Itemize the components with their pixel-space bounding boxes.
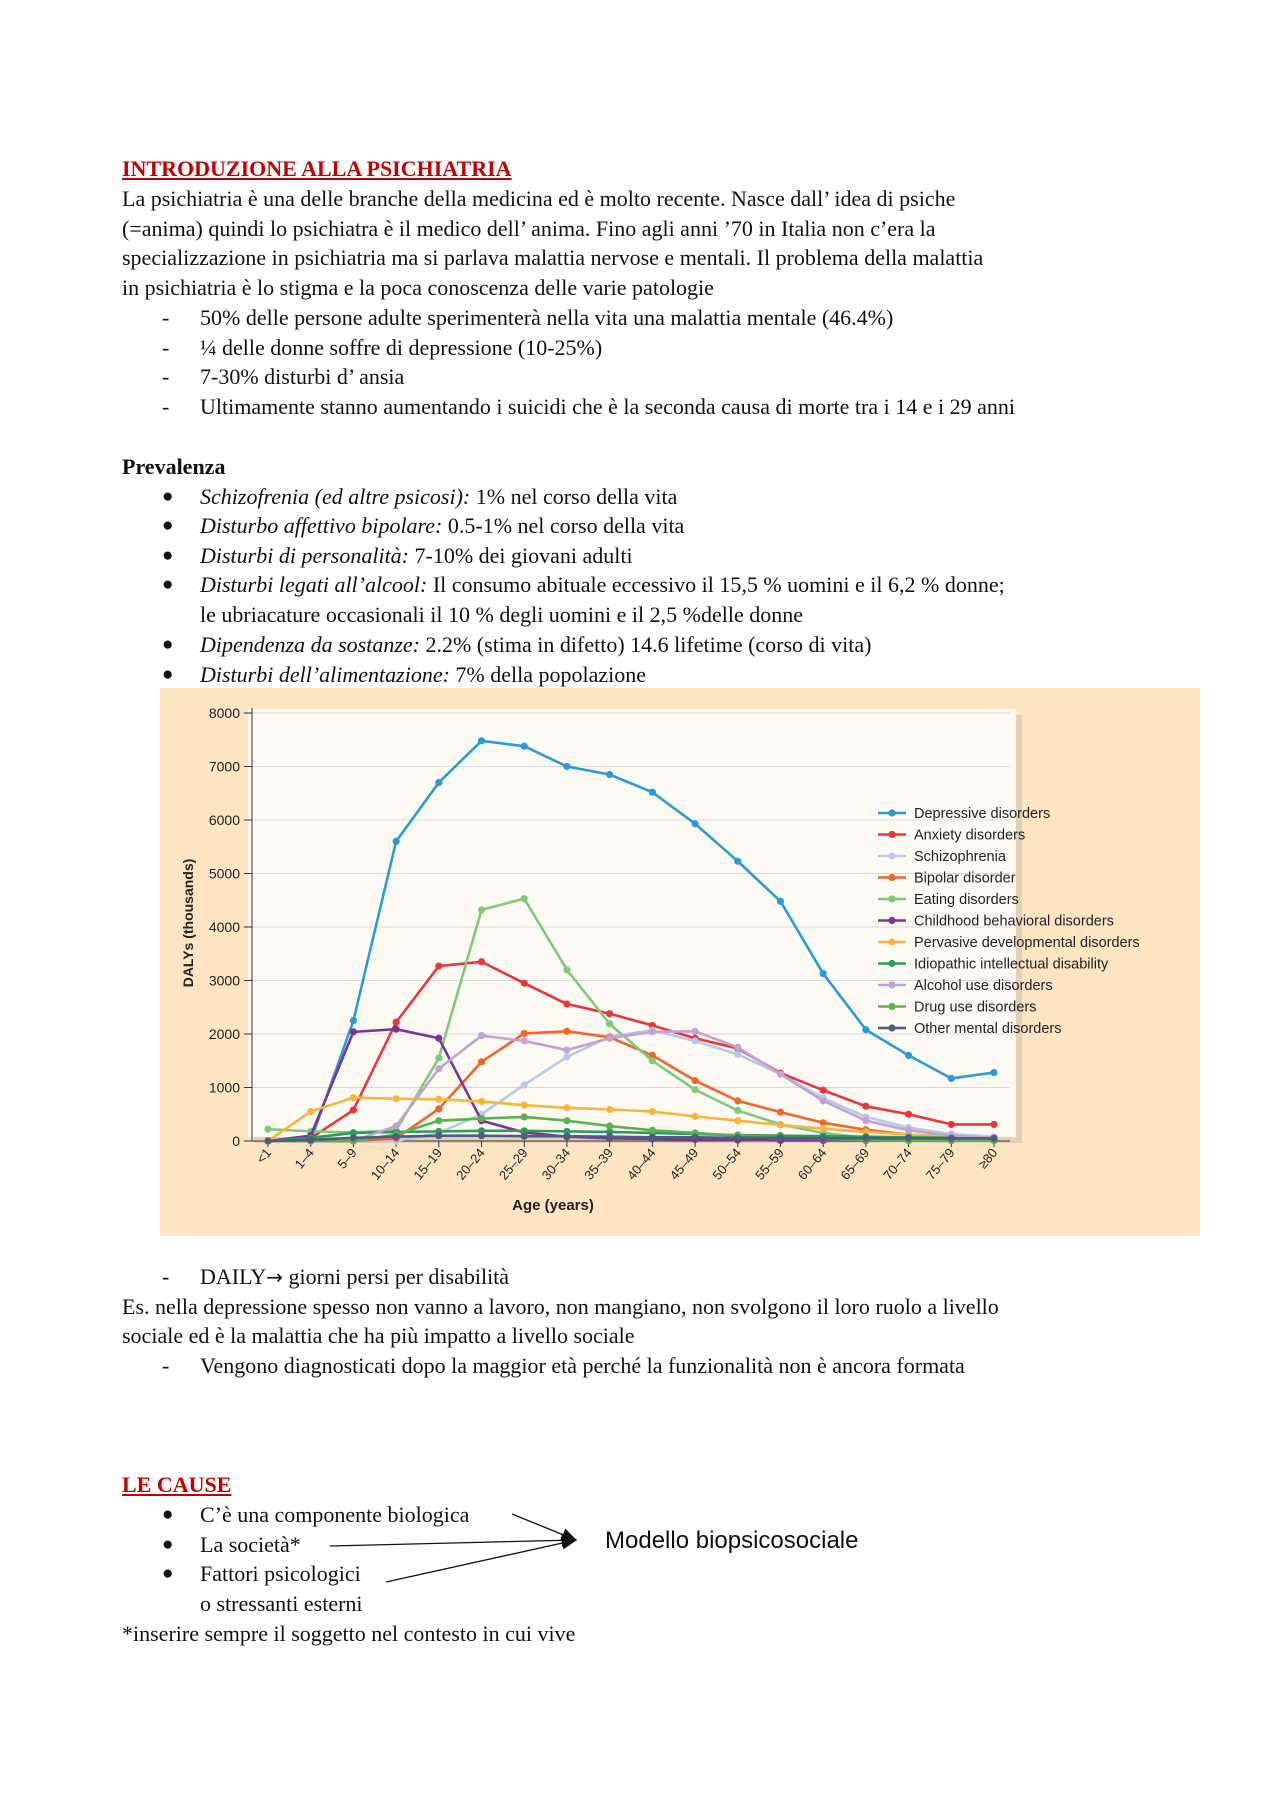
data-point bbox=[606, 771, 613, 778]
legend-swatch-dot bbox=[888, 831, 895, 838]
legend-label: Pervasive developmental disorders bbox=[914, 935, 1140, 951]
data-point bbox=[478, 737, 485, 744]
data-point bbox=[862, 1026, 869, 1033]
data-point bbox=[649, 1057, 656, 1064]
y-tick-label: 1000 bbox=[208, 1079, 240, 1096]
prevalence-item: Schizofrenia (ed altre psicosi): 1% nel corso della vita bbox=[200, 484, 678, 509]
data-point bbox=[649, 1108, 656, 1115]
x-tick-label: 65–69 bbox=[837, 1145, 873, 1183]
legend-swatch-dot bbox=[888, 1003, 895, 1010]
causes-title: LE CAUSE bbox=[122, 1472, 232, 1497]
cause-psychological-continuation: o stressanti esterni bbox=[200, 1591, 363, 1616]
data-point bbox=[649, 1134, 656, 1141]
data-point bbox=[606, 1106, 613, 1113]
x-tick-label: 50–54 bbox=[709, 1145, 745, 1183]
bullet-marker: ● bbox=[162, 574, 174, 595]
legend-swatch-dot bbox=[888, 917, 895, 924]
data-point bbox=[435, 1035, 442, 1042]
data-point bbox=[777, 1134, 784, 1141]
x-tick-label: 10–14 bbox=[367, 1145, 403, 1183]
bullet-marker: ● bbox=[162, 634, 174, 655]
data-point bbox=[905, 1127, 912, 1134]
data-point bbox=[478, 1132, 485, 1139]
data-point bbox=[734, 1107, 741, 1114]
data-point bbox=[478, 958, 485, 965]
intro-title: INTRODUZIONE ALLA PSICHIATRIA bbox=[122, 156, 512, 181]
dash-marker: - bbox=[162, 1353, 170, 1378]
x-tick-label: 35–39 bbox=[581, 1145, 616, 1183]
data-point bbox=[393, 1095, 400, 1102]
x-tick-label: 25–29 bbox=[495, 1145, 531, 1183]
cause-society: La società* bbox=[200, 1532, 301, 1557]
data-point bbox=[478, 1098, 485, 1105]
legend-label: Childhood behavioral disorders bbox=[914, 913, 1114, 930]
data-point bbox=[350, 1028, 357, 1035]
data-point bbox=[820, 1097, 827, 1104]
y-tick-label: 2000 bbox=[208, 1026, 240, 1042]
data-point bbox=[563, 1000, 570, 1007]
daly-line-1: Es. nella depressione spesso non vanno a lavoro, non mangiano, non svolgono il loro ruolo a livello bbox=[122, 1294, 999, 1319]
intro-line-1: La psichiatria è una delle branche della medicina ed è molto recente. Nasce dall’ idea di psiche bbox=[122, 186, 956, 211]
data-point bbox=[606, 1122, 613, 1129]
plot-area bbox=[248, 709, 1016, 1137]
data-point bbox=[563, 1133, 570, 1140]
data-point bbox=[649, 1127, 656, 1134]
legend-label: Eating disorders bbox=[914, 892, 1019, 908]
legend-label: Other mental disorders bbox=[914, 1021, 1062, 1037]
y-tick-label: 6000 bbox=[208, 812, 240, 828]
data-point bbox=[435, 962, 442, 969]
data-point bbox=[521, 895, 528, 902]
data-point bbox=[905, 1111, 912, 1118]
data-point bbox=[264, 1137, 271, 1144]
data-point bbox=[691, 1086, 698, 1093]
data-point bbox=[606, 1010, 613, 1017]
legend-swatch-dot bbox=[888, 895, 895, 902]
data-point bbox=[435, 779, 442, 786]
data-point bbox=[350, 1094, 357, 1101]
data-point bbox=[649, 789, 656, 796]
data-point bbox=[777, 1109, 784, 1116]
prevalence-item: Disturbi di personalità: 7-10% dei giovani adulti bbox=[200, 543, 633, 568]
data-point bbox=[948, 1075, 955, 1082]
data-point bbox=[521, 1133, 528, 1140]
legend-label: Drug use disorders bbox=[914, 999, 1037, 1016]
arrow-biological bbox=[512, 1514, 576, 1540]
prevalence-item: Disturbi legati all’alcool: Il consumo abituale eccessivo il 15,5 % uomini e il 6,2 % donne; bbox=[200, 572, 1005, 597]
data-point bbox=[307, 1108, 314, 1115]
data-point bbox=[521, 1030, 528, 1037]
data-point bbox=[649, 1028, 656, 1035]
arrow-psychological bbox=[386, 1540, 576, 1582]
data-point bbox=[820, 1135, 827, 1142]
prevalence-item: Disturbo affettivo bipolare: 0.5-1% nel corso della vita bbox=[200, 513, 685, 538]
model-label: Modello biopsicosociale bbox=[605, 1527, 859, 1554]
legend-swatch-dot bbox=[888, 981, 895, 988]
data-point bbox=[734, 1134, 741, 1141]
dash-marker: - bbox=[162, 305, 170, 330]
data-point bbox=[734, 1051, 741, 1058]
data-point bbox=[393, 1026, 400, 1033]
legend-label: Bipolar disorder bbox=[914, 870, 1016, 887]
data-point bbox=[777, 898, 784, 905]
data-point bbox=[435, 1132, 442, 1139]
data-point bbox=[350, 1017, 357, 1024]
x-tick-label: 30–34 bbox=[538, 1145, 574, 1183]
intro-dash-3: 7-30% disturbi d’ ansia bbox=[200, 364, 405, 389]
bullet-marker: ● bbox=[162, 1563, 174, 1584]
data-point bbox=[264, 1126, 271, 1133]
intro-line-4: in psichiatria è lo stigma e la poca conoscenza delle varie patologie bbox=[122, 275, 714, 300]
x-tick-label: 20–24 bbox=[453, 1145, 488, 1183]
data-point bbox=[905, 1052, 912, 1059]
data-point bbox=[478, 1058, 485, 1065]
data-point bbox=[307, 1136, 314, 1143]
data-point bbox=[691, 1037, 698, 1044]
data-point bbox=[862, 1117, 869, 1124]
data-point bbox=[777, 1121, 784, 1128]
data-point bbox=[478, 906, 485, 913]
data-point bbox=[691, 1028, 698, 1035]
bullet-marker: ● bbox=[162, 1504, 174, 1525]
legend-swatch-dot bbox=[888, 1024, 895, 1031]
y-tick-label: 3000 bbox=[208, 972, 240, 989]
legend-entry bbox=[878, 935, 1140, 951]
legend-swatch-dot bbox=[888, 874, 895, 881]
legend-swatch-dot bbox=[888, 809, 895, 816]
bullet-marker: ● bbox=[162, 515, 174, 536]
x-tick-label: 70–74 bbox=[880, 1145, 915, 1183]
data-point bbox=[393, 838, 400, 845]
data-point bbox=[435, 1105, 442, 1112]
x-tick-label: 60–64 bbox=[794, 1145, 830, 1183]
data-point bbox=[563, 1046, 570, 1053]
data-point bbox=[820, 1125, 827, 1132]
x-tick-label: 15–19 bbox=[410, 1145, 446, 1183]
bullet-marker: ● bbox=[162, 664, 174, 685]
data-point bbox=[606, 1020, 613, 1027]
data-point bbox=[606, 1035, 613, 1042]
data-point bbox=[862, 1135, 869, 1142]
bullet-marker: ● bbox=[162, 486, 174, 507]
dash-marker: - bbox=[162, 1264, 170, 1289]
daly-definition: DAILY→ giorni persi per disabilità bbox=[200, 1264, 510, 1289]
data-point bbox=[563, 1028, 570, 1035]
data-point bbox=[691, 820, 698, 827]
data-point bbox=[948, 1135, 955, 1142]
data-point bbox=[734, 1097, 741, 1104]
legend-entry bbox=[878, 914, 1114, 930]
prevalence-item: Disturbi dell’alimentazione: 7% della popolazione bbox=[200, 662, 647, 687]
dash-marker: - bbox=[162, 394, 170, 419]
data-point bbox=[691, 1113, 698, 1120]
data-point bbox=[905, 1135, 912, 1142]
data-point bbox=[435, 1065, 442, 1072]
x-tick-label: ≥80 bbox=[974, 1145, 1001, 1172]
y-axis-label: DALYs (thousands) bbox=[180, 858, 196, 988]
data-point bbox=[521, 1102, 528, 1109]
cause-biological: C’è una componente biologica bbox=[200, 1502, 470, 1527]
intro-dash-2: ¼ delle donne soffre di depressione (10-25%) bbox=[200, 335, 603, 360]
data-point bbox=[393, 1133, 400, 1140]
cause-psychological: Fattori psicologici bbox=[200, 1561, 361, 1586]
data-point bbox=[734, 1117, 741, 1124]
data-point bbox=[563, 1104, 570, 1111]
y-tick-label: 5000 bbox=[208, 865, 240, 882]
x-tick-label: 75–79 bbox=[922, 1145, 958, 1183]
data-point bbox=[350, 1106, 357, 1113]
legend-label: Anxiety disorders bbox=[914, 827, 1026, 844]
prevalence-title: Prevalenza bbox=[122, 454, 226, 479]
causes-note: *inserire sempre il soggetto nel contesto in cui vive bbox=[122, 1621, 576, 1646]
daly-line-2: sociale ed è la malattia che ha più impatto a livello sociale bbox=[122, 1323, 635, 1348]
bullet-marker: ● bbox=[162, 1534, 174, 1555]
dash-marker: - bbox=[162, 364, 170, 389]
intro-line-2: (=anima) quindi lo psichiatra è il medico dell’ anima. Fino agli anni ’70 in Italia non c’era la bbox=[122, 216, 936, 241]
data-point bbox=[521, 1113, 528, 1120]
data-point bbox=[990, 1121, 997, 1128]
data-point bbox=[393, 1122, 400, 1129]
data-point bbox=[435, 1096, 442, 1103]
data-point bbox=[948, 1121, 955, 1128]
data-point bbox=[521, 980, 528, 987]
data-point bbox=[691, 1134, 698, 1141]
data-point bbox=[606, 1133, 613, 1140]
data-point bbox=[862, 1103, 869, 1110]
data-point bbox=[435, 1117, 442, 1124]
data-point bbox=[563, 1053, 570, 1060]
dalys-chart bbox=[160, 688, 1200, 1236]
data-point bbox=[350, 1134, 357, 1141]
y-tick-label: 8000 bbox=[208, 705, 240, 721]
data-point bbox=[521, 1081, 528, 1088]
data-point bbox=[521, 743, 528, 750]
intro-dash-1: 50% delle persone adulte sperimenterà nella vita una malattia mentale (46.4%) bbox=[200, 305, 894, 330]
data-point bbox=[990, 1069, 997, 1076]
data-point bbox=[521, 1037, 528, 1044]
x-tick-label: 40–44 bbox=[623, 1145, 659, 1183]
legend-swatch-dot bbox=[888, 852, 895, 859]
data-point bbox=[777, 1071, 784, 1078]
data-point bbox=[820, 970, 827, 977]
y-tick-label: 7000 bbox=[208, 758, 240, 775]
prevalence-item: Dipendenza da sostanze: 2.2% (stima in difetto) 14.6 lifetime (corso di vita) bbox=[200, 632, 872, 657]
legend-swatch-dot bbox=[888, 938, 895, 945]
data-point bbox=[478, 1115, 485, 1122]
dash-marker: - bbox=[162, 335, 170, 360]
bullet-marker: ● bbox=[162, 545, 174, 566]
data-point bbox=[691, 1077, 698, 1084]
x-tick-label: 55–59 bbox=[752, 1145, 787, 1183]
intro-line-3: specializzazione in psichiatria ma si parlava malattia nervose e mentali. Il problema della malattia bbox=[122, 245, 984, 270]
data-point bbox=[478, 1032, 485, 1039]
y-tick-label: 4000 bbox=[208, 919, 240, 935]
data-point bbox=[393, 1019, 400, 1026]
data-point bbox=[435, 1054, 442, 1061]
data-point bbox=[820, 1087, 827, 1094]
data-point bbox=[563, 1117, 570, 1124]
x-tick-label: <1 bbox=[253, 1145, 275, 1167]
y-tick-label: 0 bbox=[232, 1133, 240, 1149]
legend-swatch-dot bbox=[888, 960, 895, 967]
x-tick-label: 1–4 bbox=[291, 1145, 318, 1172]
legend-label: Depressive disorders bbox=[914, 806, 1051, 822]
x-tick-label: 5–9 bbox=[334, 1145, 360, 1172]
x-tick-label: 45–49 bbox=[666, 1145, 702, 1183]
legend-label: Idiopathic intellectual disability bbox=[914, 956, 1109, 973]
legend-label: Schizophrenia bbox=[914, 849, 1006, 865]
data-point bbox=[990, 1135, 997, 1142]
data-point bbox=[563, 763, 570, 770]
intro-dash-4: Ultimamente stanno aumentando i suicidi che è la seconda causa di morte tra i 14 e i 29 anni bbox=[200, 394, 1015, 419]
legend-label: Alcohol use disorders bbox=[914, 978, 1053, 994]
x-axis-label: Age (years) bbox=[512, 1197, 594, 1214]
data-point bbox=[734, 858, 741, 865]
prevalence-item-continuation: le ubriacature occasionali il 10 % degli uomini e il 2,5 %delle donne bbox=[200, 602, 803, 627]
arrow-society bbox=[330, 1540, 576, 1546]
data-point bbox=[734, 1044, 741, 1051]
daly-dash-2: Vengono diagnosticati dopo la maggior età perché la funzionalità non è ancora formata bbox=[200, 1353, 965, 1378]
data-point bbox=[563, 966, 570, 973]
